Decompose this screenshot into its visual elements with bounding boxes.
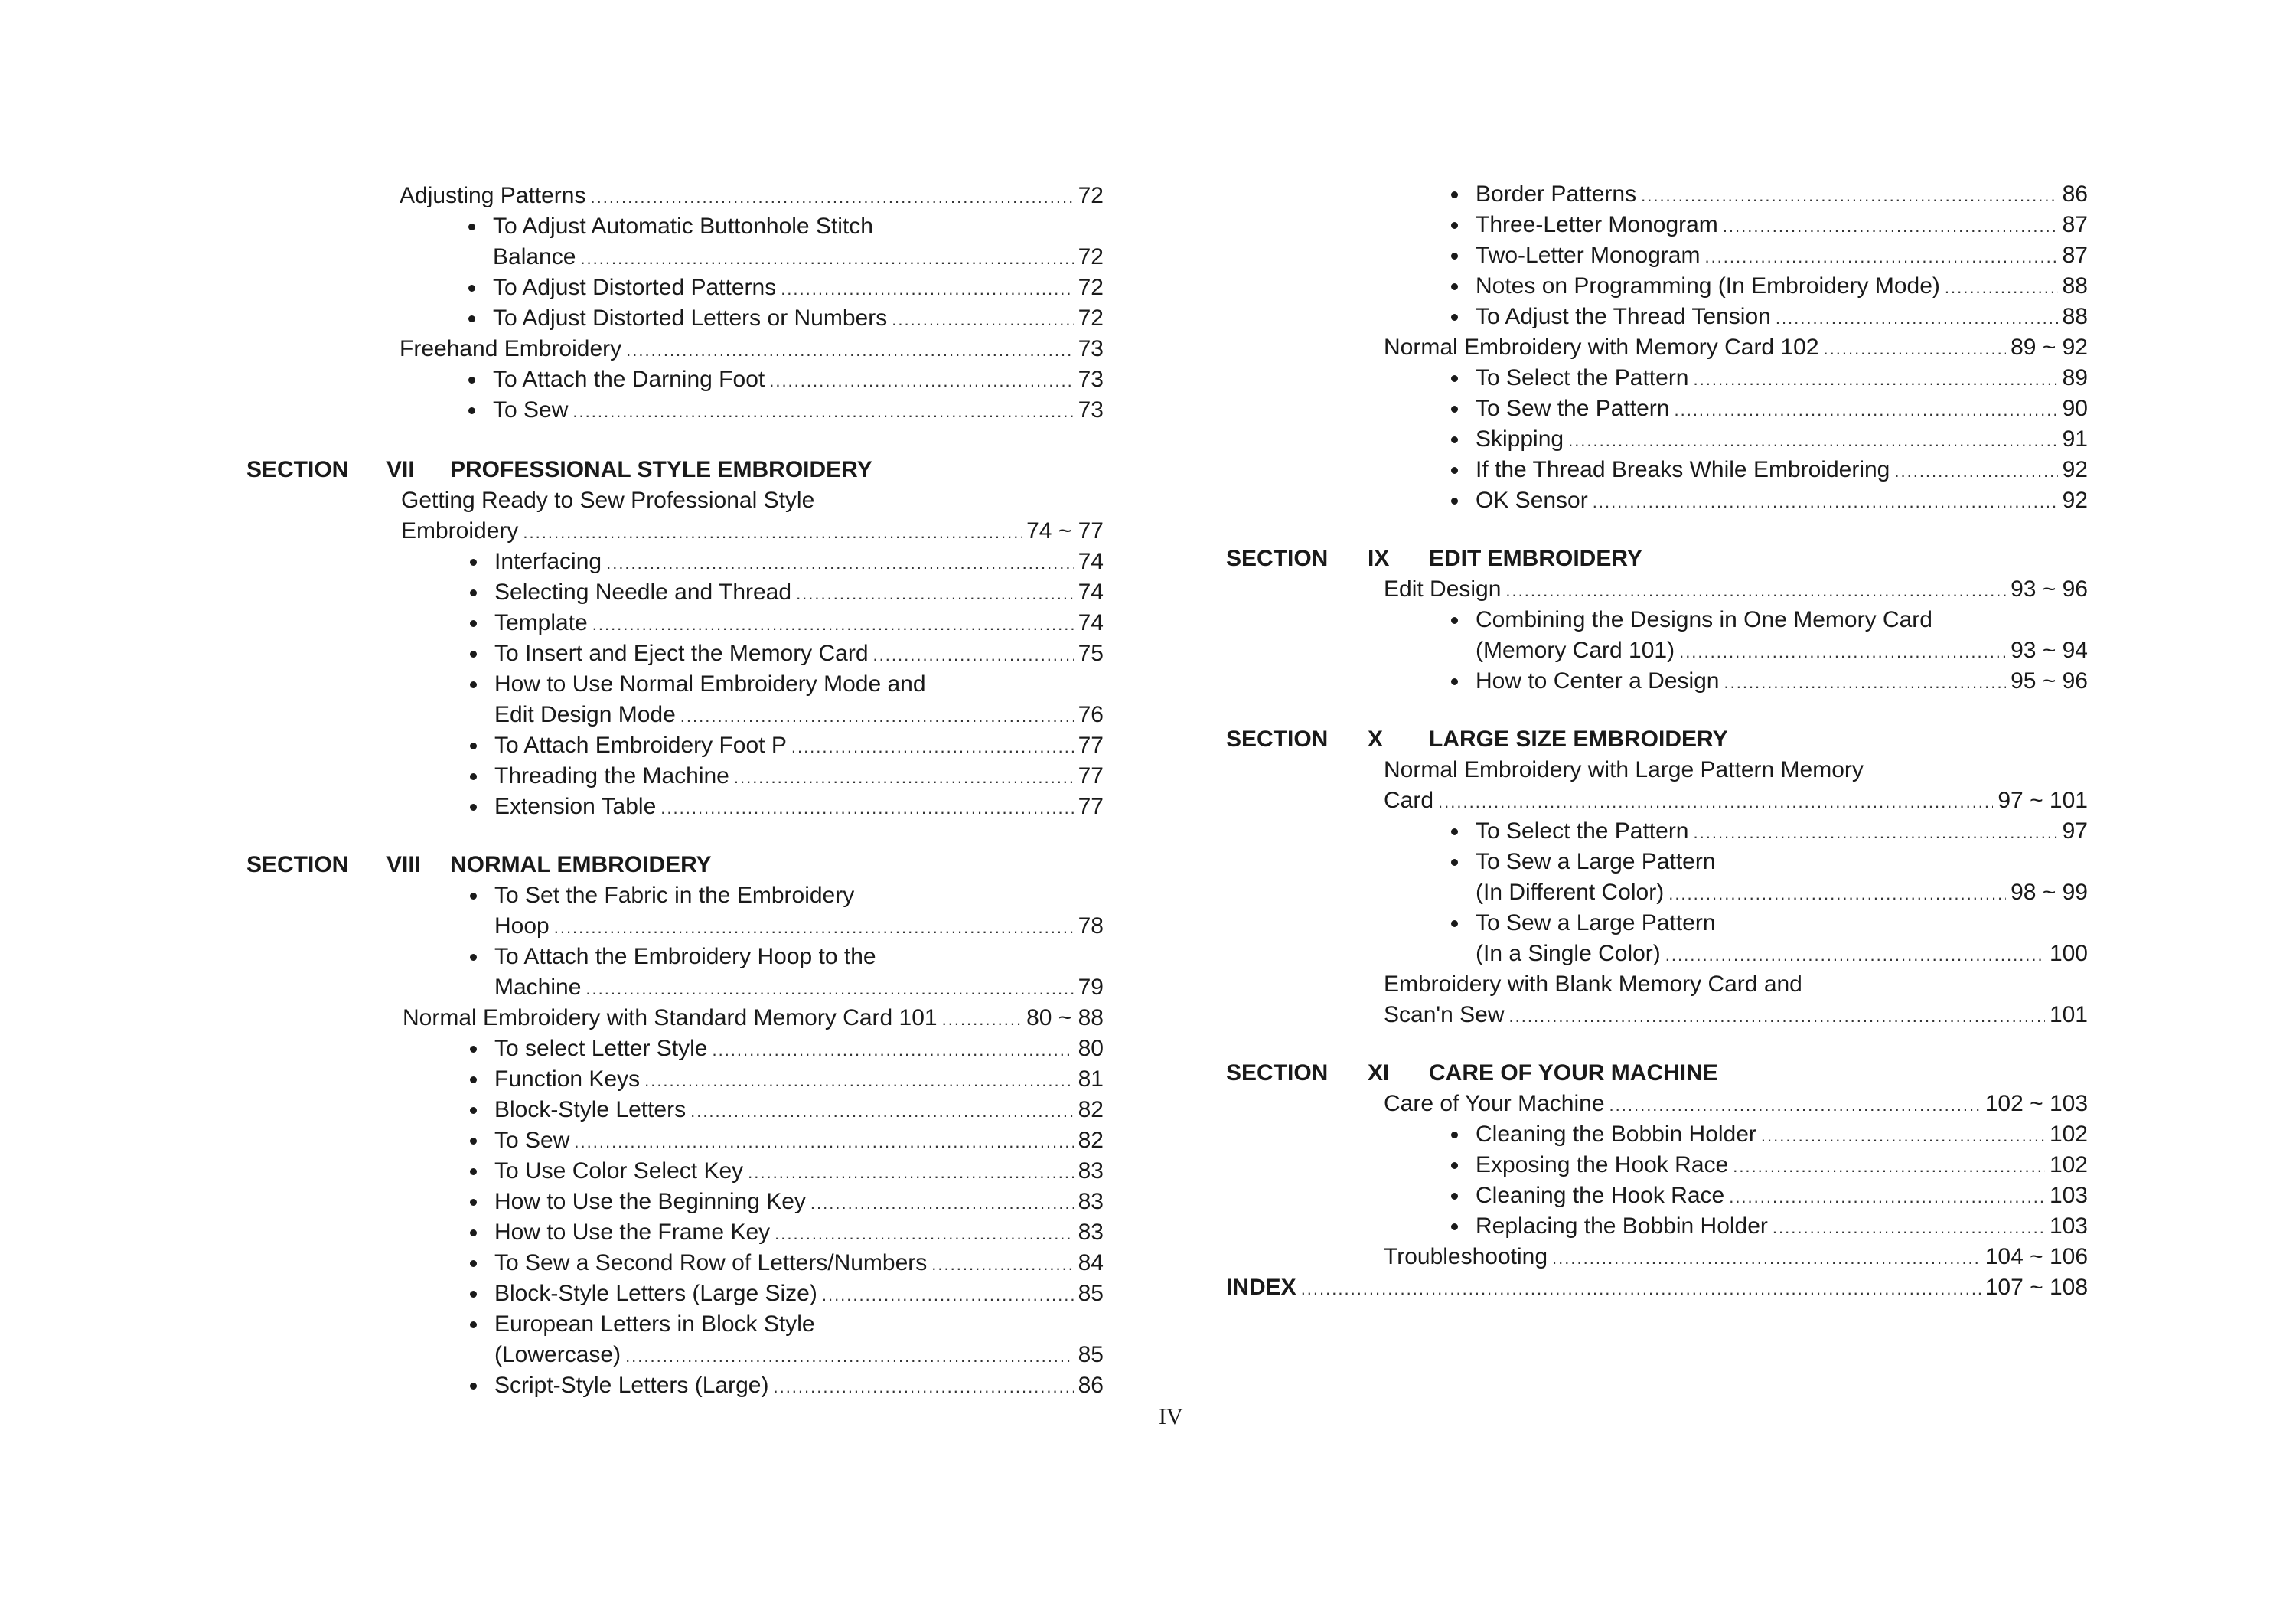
- bullet-icon: [470, 1321, 477, 1328]
- bullet-icon: [470, 1260, 477, 1267]
- toc-entry: Notes on Programming (In Embroidery Mode) ..... 88: [1476, 271, 2088, 302]
- bullet-icon: [1451, 828, 1458, 835]
- bullet-icon: [470, 1138, 477, 1145]
- toc-entry: Normal Embroidery with Large Pattern Memory: [1384, 757, 1864, 782]
- bullet-icon: [1451, 1223, 1458, 1230]
- toc-entry: Getting Ready to Sew Professional Style: [401, 488, 815, 513]
- section-title: CARE OF YOUR MACHINE: [1429, 1060, 1718, 1086]
- bullet-icon: [468, 224, 475, 230]
- section-title: EDIT EMBROIDERY: [1429, 546, 1642, 571]
- toc-entry: To Adjust Distorted Letters or Numbers ..... 72: [493, 303, 1104, 334]
- section-numeral: VII: [386, 457, 415, 482]
- toc-entry: Balance ..... 72: [493, 242, 1104, 273]
- toc-entry: (Lowercase) ..... 85: [494, 1340, 1104, 1370]
- bullet-icon: [470, 893, 477, 900]
- toc-entry: Cleaning the Hook Race ..... 103: [1476, 1181, 2088, 1211]
- toc-entry: OK Sensor ..... 92: [1476, 485, 2088, 516]
- toc-entry: Edit Design Mode ..... 76: [494, 700, 1104, 730]
- toc-entry: How to Use Normal Embroidery Mode and: [494, 671, 926, 697]
- toc-entry: Two-Letter Monogram ..... 87: [1476, 240, 2088, 271]
- bullet-icon: [1451, 436, 1458, 443]
- section-label: SECTION: [246, 852, 349, 877]
- section-numeral: IX: [1368, 546, 1390, 571]
- toc-entry: Block-Style Letters (Large Size) ..... 85: [494, 1278, 1104, 1309]
- bullet-icon: [470, 804, 477, 811]
- bullet-icon: [470, 743, 477, 749]
- toc-entry: To Sew ..... 82: [494, 1125, 1104, 1156]
- bullet-icon: [470, 1291, 477, 1298]
- bullet-icon: [1451, 1162, 1458, 1169]
- bullet-icon: [1451, 283, 1458, 290]
- toc-entry: Selecting Needle and Thread ..... 74: [494, 577, 1104, 608]
- toc-entry: To Attach the Darning Foot ..... 73: [493, 364, 1104, 395]
- bullet-icon: [470, 1076, 477, 1083]
- bullet-icon: [1451, 253, 1458, 260]
- toc-entry: To Adjust the Thread Tension ..... 88: [1476, 302, 2088, 332]
- toc-entry: Machine ..... 79: [494, 972, 1104, 1003]
- toc-entry: Edit Design ..... 93 ~ 96: [1384, 574, 2088, 605]
- bullet-icon: [468, 377, 475, 384]
- toc-entry: Block-Style Letters ..... 82: [494, 1095, 1104, 1125]
- toc-entry: Card ..... 97 ~ 101: [1384, 785, 2088, 816]
- bullet-icon: [470, 651, 477, 658]
- bullet-icon: [470, 620, 477, 627]
- section-numeral: XI: [1368, 1060, 1390, 1086]
- toc-entry: Three-Letter Monogram ..... 87: [1476, 210, 2088, 240]
- section-title: NORMAL EMBROIDERY: [450, 852, 712, 877]
- bullet-icon: [1451, 191, 1458, 198]
- toc-entry: Hoop ..... 78: [494, 911, 1104, 942]
- toc-entry: To Sew ..... 73: [493, 395, 1104, 426]
- toc-entry: Cleaning the Bobbin Holder ..... 102: [1476, 1119, 2088, 1150]
- section-numeral: X: [1368, 727, 1384, 752]
- bullet-icon: [470, 1168, 477, 1175]
- toc-entry: (In a Single Color) ..... 100: [1476, 939, 2088, 969]
- toc-entry: To Attach Embroidery Foot P ..... 77: [494, 730, 1104, 761]
- bullet-icon: [470, 1383, 477, 1390]
- bullet-icon: [468, 407, 475, 414]
- bullet-icon: [1451, 1132, 1458, 1138]
- section-label: SECTION: [246, 457, 349, 482]
- bullet-icon: [1451, 498, 1458, 505]
- toc-entry: Troubleshooting ..... 104 ~ 106: [1384, 1242, 2088, 1272]
- bullet-icon: [1451, 1193, 1458, 1200]
- toc-entry: To Select the Pattern ..... 89: [1476, 363, 2088, 394]
- toc-entry: To Select the Pattern ..... 97: [1476, 816, 2088, 847]
- toc-entry: To Adjust Distorted Patterns ..... 72: [493, 273, 1104, 303]
- toc-entry: Skipping ..... 91: [1476, 424, 2088, 455]
- page-number: IV: [1159, 1404, 1183, 1429]
- toc-entry: Freehand Embroidery ..... 73: [400, 334, 1104, 364]
- toc-entry: Script-Style Letters (Large) ..... 86: [494, 1370, 1104, 1401]
- bullet-icon: [470, 954, 477, 961]
- bullet-icon: [1451, 467, 1458, 474]
- toc-entry: Border Patterns ..... 86: [1476, 179, 2088, 210]
- bullet-icon: [470, 1199, 477, 1206]
- bullet-icon: [468, 285, 475, 292]
- toc-entry: Replacing the Bobbin Holder ..... 103: [1476, 1211, 2088, 1242]
- bullet-icon: [1451, 406, 1458, 413]
- bullet-icon: [1451, 314, 1458, 321]
- toc-entry: To Insert and Eject the Memory Card ..... 75: [494, 638, 1104, 669]
- toc-entry: To Sew the Pattern ..... 90: [1476, 394, 2088, 424]
- toc-entry: Extension Table ..... 77: [494, 792, 1104, 822]
- section-title: LARGE SIZE EMBROIDERY: [1429, 727, 1728, 752]
- bullet-icon: [1451, 617, 1458, 624]
- toc-entry: Embroidery ..... 74 ~ 77: [401, 516, 1104, 547]
- bullet-icon: [1451, 375, 1458, 382]
- toc-entry: (Memory Card 101) ..... 93 ~ 94: [1476, 635, 2088, 666]
- bullet-icon: [470, 559, 477, 566]
- toc-entry: Combining the Designs in One Memory Card: [1476, 607, 1932, 632]
- bullet-icon: [470, 589, 477, 596]
- toc-entry: Normal Embroidery with Memory Card 102 ..... 89 ~ 92: [1384, 332, 2088, 363]
- section-title: PROFESSIONAL STYLE EMBROIDERY: [450, 457, 872, 482]
- section-numeral: VIII: [386, 852, 422, 877]
- toc-entry: Normal Embroidery with Standard Memory Card 101 ..... 80 ~ 88: [403, 1003, 1104, 1034]
- section-label: SECTION: [1226, 727, 1329, 752]
- bullet-icon: [470, 1046, 477, 1053]
- toc-entry: To select Letter Style ..... 80: [494, 1034, 1104, 1064]
- toc-entry: Scan'n Sew ..... 101: [1384, 1000, 2088, 1030]
- toc-entry: Embroidery with Blank Memory Card and: [1384, 972, 1802, 997]
- toc-entry: Exposing the Hook Race ..... 102: [1476, 1150, 2088, 1181]
- toc-entry: To Sew a Second Row of Letters/Numbers ..... 84: [494, 1248, 1104, 1278]
- toc-entry: European Letters in Block Style: [494, 1311, 815, 1337]
- bullet-icon: [470, 681, 477, 688]
- toc-entry: How to Center a Design ..... 95 ~ 96: [1476, 666, 2088, 697]
- toc-entry: To Set the Fabric in the Embroidery: [494, 883, 855, 908]
- toc-entry: Adjusting Patterns ..... 72: [400, 181, 1104, 211]
- toc-entry: To Sew a Large Pattern: [1476, 849, 1716, 874]
- bullet-icon: [1451, 678, 1458, 685]
- bullet-icon: [470, 1107, 477, 1114]
- bullet-icon: [470, 773, 477, 780]
- toc-entry: If the Thread Breaks While Embroidering ..... 92: [1476, 455, 2088, 485]
- toc-entry: To Attach the Embroidery Hoop to the: [494, 944, 876, 969]
- bullet-icon: [468, 315, 475, 322]
- toc-entry: To Sew a Large Pattern: [1476, 910, 1716, 936]
- toc-entry: To Adjust Automatic Buttonhole Stitch: [493, 214, 873, 239]
- bullet-icon: [1451, 222, 1458, 229]
- toc-entry: INDEX ..... 107 ~ 108: [1226, 1272, 2088, 1303]
- toc-entry: To Use Color Select Key ..... 83: [494, 1156, 1104, 1187]
- toc-entry: (In Different Color) ..... 98 ~ 99: [1476, 877, 2088, 908]
- toc-entry: Function Keys ..... 81: [494, 1064, 1104, 1095]
- toc-entry: Template ..... 74: [494, 608, 1104, 638]
- toc-entry: How to Use the Beginning Key ..... 83: [494, 1187, 1104, 1217]
- bullet-icon: [1451, 920, 1458, 927]
- toc-entry: How to Use the Frame Key ..... 83: [494, 1217, 1104, 1248]
- toc-entry: Care of Your Machine ..... 102 ~ 103: [1384, 1089, 2088, 1119]
- bullet-icon: [1451, 859, 1458, 866]
- bullet-icon: [470, 1229, 477, 1236]
- section-label: SECTION: [1226, 546, 1329, 571]
- section-label: SECTION: [1226, 1060, 1329, 1086]
- toc-entry: Interfacing ..... 74: [494, 547, 1104, 577]
- toc-entry: Threading the Machine ..... 77: [494, 761, 1104, 792]
